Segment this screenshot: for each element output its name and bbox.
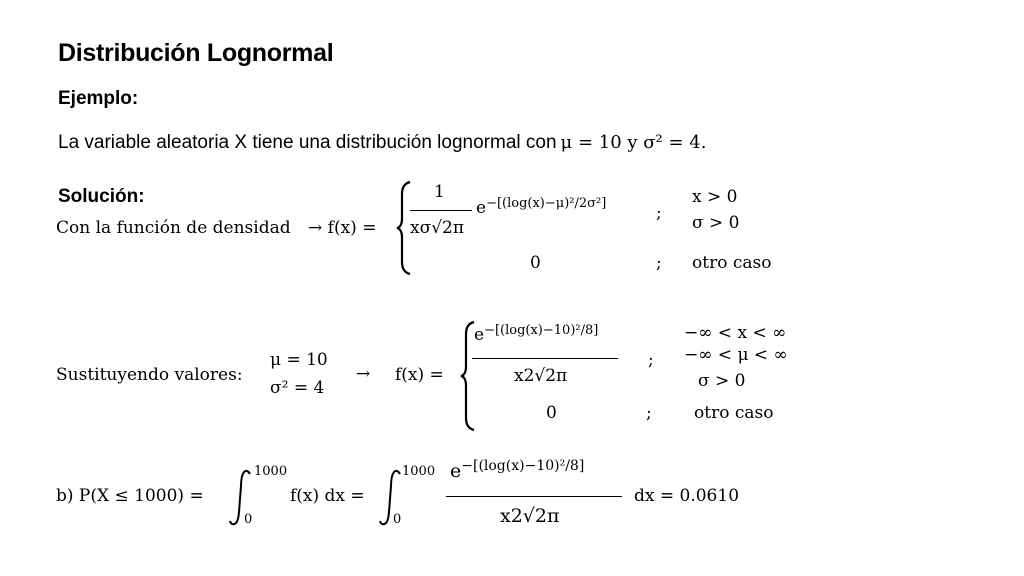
int1-upper: 1000 [254, 464, 288, 479]
problem-statement [58, 132, 706, 154]
subst-zero: 0 [546, 403, 557, 423]
int2-upper: 1000 [402, 464, 436, 479]
subst-sep2: ; [646, 403, 652, 423]
density-fx: → f(x) = [308, 218, 377, 238]
statement-math: μ = 10 y σ² = 4. [560, 132, 707, 153]
solution-heading: Solución: [58, 186, 145, 207]
density-sep1: ; [656, 203, 662, 223]
subst-exp-base: e [474, 325, 485, 345]
subst-arrow: → [356, 364, 371, 384]
int1-lower: 0 [244, 512, 253, 527]
partb-exp-power: −[(log(x)−10)²/8] [461, 458, 585, 474]
partb-denominator: x2√2π [500, 505, 560, 527]
density-numerator: 1 [434, 182, 445, 202]
subst-denominator: x2√2π [514, 366, 568, 386]
partb-result: dx = 0.0610 [634, 486, 740, 506]
subst-fraction-bar [472, 358, 618, 359]
partb-integrand1: f(x) dx = [290, 486, 365, 506]
density-exp-base: e [476, 198, 487, 218]
subst-otherwise: otro caso [694, 403, 774, 423]
subst-numerator [474, 325, 598, 345]
subst-cond-sigma: σ > 0 [698, 371, 746, 391]
page-title: Distribución Lognormal [58, 39, 334, 67]
subst-sigma2: σ² = 4 [270, 378, 325, 398]
subst-mu: μ = 10 [270, 350, 328, 370]
density-exp-power: −[(log(x)−μ)²/2σ²] [486, 196, 607, 211]
density-label: Con la función de densidad [56, 218, 291, 238]
density-otherwise: otro caso [692, 253, 772, 273]
subst-label: Sustituyendo valores: [56, 365, 243, 385]
subst-cond-x: −∞ < x < ∞ [684, 323, 787, 343]
density-sep2: ; [656, 253, 662, 273]
density-zero: 0 [530, 253, 541, 273]
density-fraction-bar [410, 210, 472, 211]
partb-fraction-bar [446, 496, 622, 497]
density-denominator: xσ√2π [410, 218, 465, 238]
density-exponential [476, 198, 606, 218]
subst-sep1: ; [648, 350, 654, 370]
partb-exp-base: e [450, 460, 462, 482]
example-heading: Ejemplo: [58, 88, 139, 109]
partb-lhs: b) P(X ≤ 1000) = [56, 486, 204, 506]
partb-numerator [450, 460, 584, 482]
subst-cond-mu: −∞ < μ < ∞ [684, 345, 788, 365]
density-cond-x: x > 0 [692, 187, 738, 207]
subst-fx: f(x) = [395, 365, 444, 385]
int2-lower: 0 [393, 512, 402, 527]
statement-text: La variable aleatoria X tiene una distribución lognormal con [58, 132, 557, 153]
subst-exp-power: −[(log(x)−10)²/8] [484, 323, 599, 338]
density-cond-sigma: σ > 0 [692, 213, 740, 233]
